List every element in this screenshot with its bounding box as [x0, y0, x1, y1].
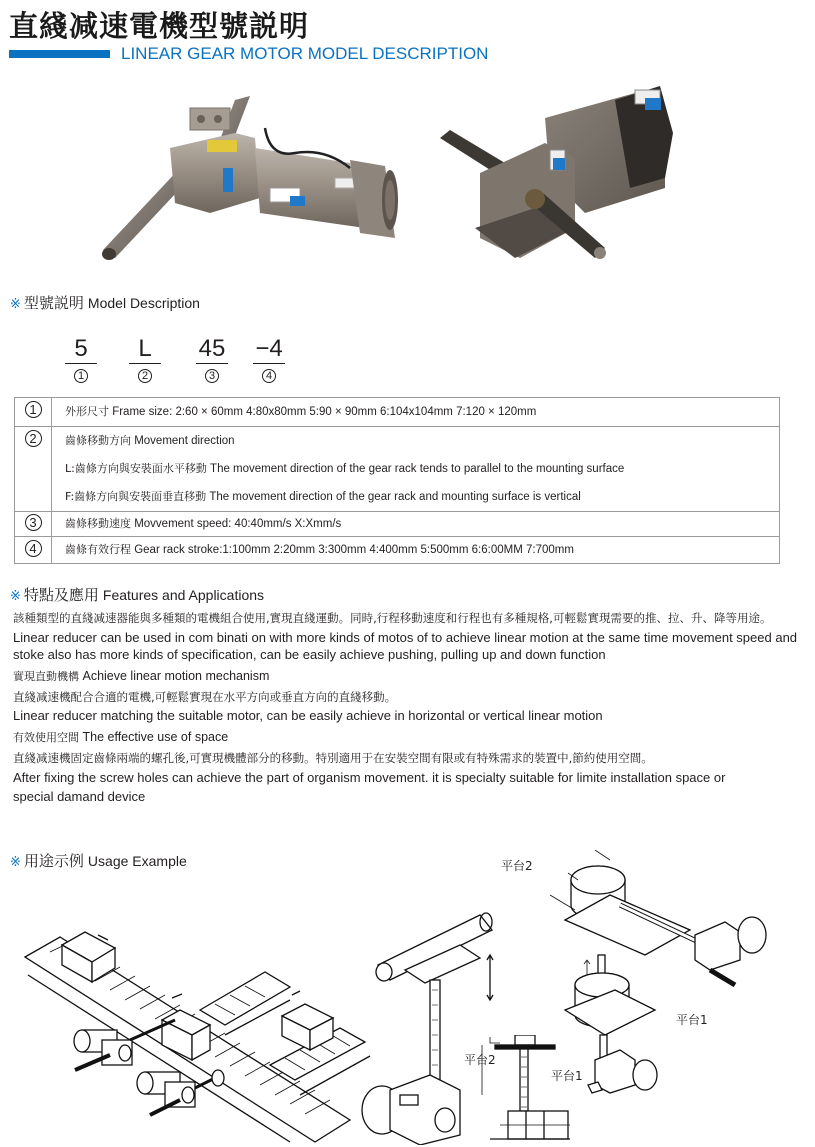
model-code-part-3: 45 3 — [196, 336, 228, 383]
model-description-heading: ※ 型號説明 Model Description — [10, 294, 200, 312]
linear-gear-motor-photo-vertical — [435, 78, 675, 268]
reference-mark-icon: ※ — [10, 854, 21, 869]
label-platform2-side: 平台2 — [464, 1053, 496, 1067]
circled-number: 1 — [25, 401, 42, 418]
circled-number: 2 — [138, 369, 152, 383]
feature-item-title: 實現直動機構 Achieve linear motion mechanism — [13, 669, 270, 683]
model-code-part-2: L 2 — [129, 336, 161, 383]
label-platform2-top: 平台2 — [501, 859, 533, 873]
label-platform1-side: 平台1 — [551, 1069, 583, 1083]
table-row: 3 齒條移動速度 Movvement speed: 40:40mm/s X:Xmm/s — [15, 512, 780, 537]
feature-item-body-zh: 直綫减速機固定齒條兩端的螺孔後,可實現機體部分的移動。特別適用于在安裝空間有限或有特殊需求的裝置中,節約使用空間。 — [13, 751, 653, 765]
table-row: 4 齒條有效行程 Gear rack stroke:1:100mm 2:20mm 3:300mm 4:400mm 5:500mm 6:6:00MM 7:700mm — [15, 537, 780, 564]
reference-mark-icon: ※ — [10, 296, 21, 311]
circled-number: 4 — [25, 540, 42, 557]
model-code-part-1: 5 1 — [65, 336, 97, 383]
feature-item-title: 有效使用空間 The effective use of space — [13, 730, 229, 744]
usage-heading: ※ 用途示例 Usage Example — [10, 852, 187, 870]
linear-gear-motor-photo-horizontal — [95, 88, 415, 268]
intro-zh: 該種類型的直綫减速器能與多種類的電機組合使用,實現直綫運動。同時,行程移動速度和行程也有多種規格,可輕鬆實現需要的推、拉、升、降等用途。 — [13, 611, 772, 625]
circled-number: 3 — [25, 514, 42, 531]
feature-item-body-zh: 直綫减速機配合合適的電機,可輕鬆實現在水平方向或垂直方向的直綫移動。 — [13, 690, 397, 704]
circled-number: 3 — [205, 369, 219, 383]
features-heading: ※ 特點及應用 Features and Applications — [10, 586, 265, 604]
reference-mark-icon: ※ — [10, 588, 21, 603]
conveyor-usage-diagram — [20, 920, 380, 1145]
features-body — [13, 611, 803, 806]
table-row: 2 齒條移動方向 Movement direction L:齒條方向與安裝面水平移動 The movement direction of the gear rack tends to parallel to the mounting surface F:齒條方向與安裝面垂直移動 The movement direction of the gear rack and mounting surface is vertical — [15, 427, 780, 512]
label-platform1-right: 平台1 — [676, 1013, 708, 1027]
feature-item-body-en: After fixing the screw holes can achieve the part of organism movement. it is specialty suitable for limite installation space or special damand device — [13, 770, 726, 804]
two-platform-usage-diagram — [530, 850, 780, 1095]
model-code-part-4: −4 4 — [253, 336, 285, 383]
circled-number: 1 — [74, 369, 88, 383]
page-title-en: LINEAR GEAR MOTOR MODEL DESCRIPTION — [121, 44, 489, 63]
circled-number: 4 — [262, 369, 276, 383]
feature-item-body-en: Linear reducer matching the suitable motor, can be easily achieve in horizontal or vertical linear motion — [13, 708, 603, 723]
table-row: 1 外形尺寸 Frame size: 2:60 × 60mm 4:80x80mm 5:90 × 90mm 6:104x104mm 7:120 × 120mm — [15, 398, 780, 427]
intro-en: Linear reducer can be used in com binati on with more kinds of motos of to achieve linear motion at the same time movement speed and stoke also has more kinds of specification, can be easily achieve pushing, pulling up and down function — [13, 630, 798, 662]
title-accent-bar — [9, 50, 110, 58]
circled-number: 2 — [25, 430, 42, 447]
page-title-zh: 直綫减速電機型號説明 — [9, 9, 310, 43]
spec-table — [14, 397, 780, 564]
